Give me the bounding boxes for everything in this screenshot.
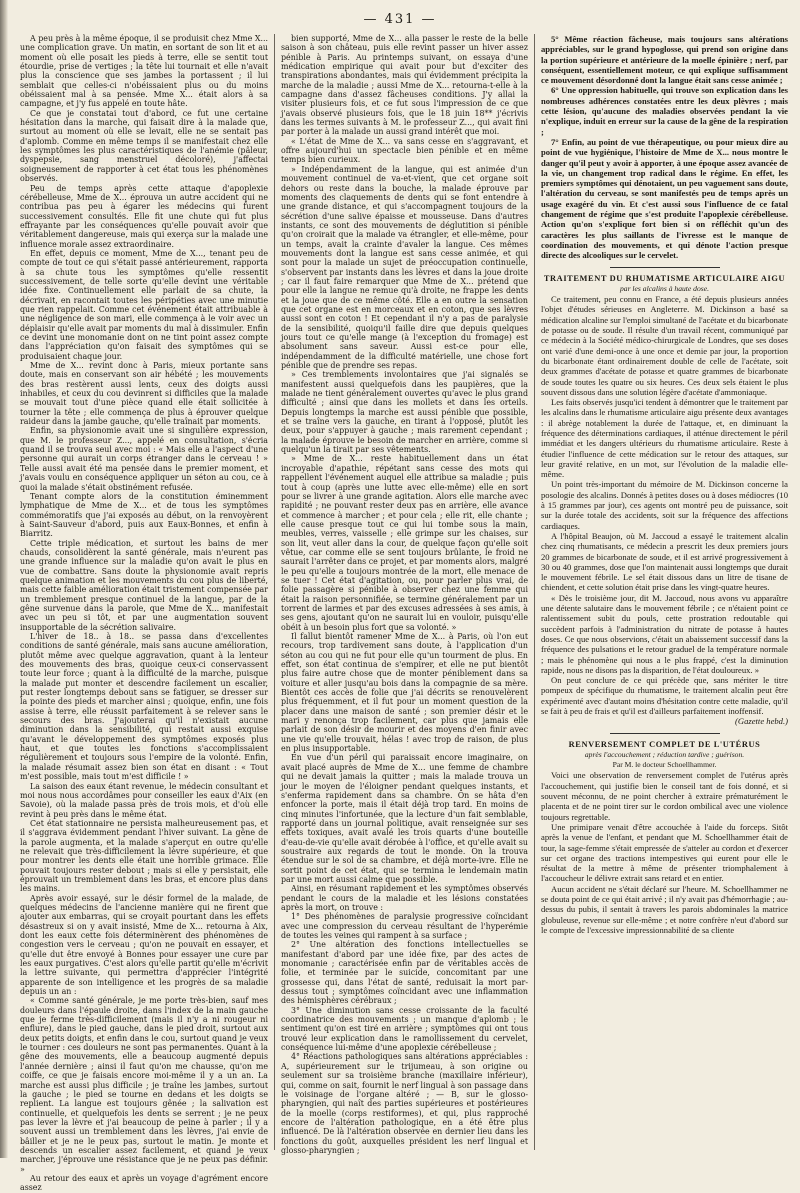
paragraph: Un point très-important du mémoire de M. Dickinson concerne la posologie des alcalins. Donnés à petites doses ou à doses médiocres (10 à 15 grammes par jour), ces agents ont montré peu de puissance, soit sur la durée totale des accidents, soit sur la fréquence des affections cardiaques. [541, 479, 788, 531]
article-author: Par M. le docteur Schoellhammer. [612, 760, 717, 770]
paragraph: La saison des eaux étant revenue, le médecin consultant et moi nous nous accordâmes pour conseiller les eaux d'Aix (en Savoie), où la malade passa près de trois mois, et d'où elle revint à peu près dans le même état. [20, 781, 268, 819]
paragraph: » Ces tremblements involontaires que j'ai signalés se manifestent aussi quelquefois dans les paupières, que la malade ne tient généralement ouvertes qu'avec le plus grand difficulté ; ainsi que dans les mollets et dans les orteils. Depuis longtemps la marche est aussi pénible que possible, et se traîne vers la gauche, en tirant à l'opposé, plutôt les deux, pour s'appuyer à gauche ; mais rarement cependant ; la malade éprouve le besoin de marcher en arrière, comme si quelqu'un la tirait par ses vêtements. [281, 370, 528, 455]
article-subtitle: après l'accouchement ; réduction tardive ; guérison. [584, 749, 745, 759]
paragraph: Les faits observés jusqu'ici tendent à démontrer que le traitement par les alcalins dans le rhumatisme articulaire aigu présente deux avantages : il abrège notablement la durée de l'attaque, et, en diminuant la fréquence des déterminations cardiaques, il atténue directement le péril immédiat et les dangers ultérieurs du rhumatisme articulaire. Reste à étudier l'influence de cette médication sur le retour des attaques, sur leur gravité relative, en un mot, sur l'évolution de la maladie elle-même. [541, 397, 788, 480]
article-body [541, 294, 788, 716]
paragraph: On peut conclure de ce qui précède que, sans mériter le titre pompeux de spécifique du rhumatisme, le traitement alcalin peut être expérimenté avec d'autant moins d'hésitation contre cette maladie, qu'il se fait à peu de frais et qu'il est d'ailleurs parfaitement inoffensif. [541, 675, 788, 716]
column-right [534, 34, 794, 1150]
paragraph: Il fallut bientôt ramener Mme de X... à Paris, où l'on eut recours, trop tardivement sans doute, à l'application d'un séton au cou qui ne fut pour elle qu'un tourment de plus. En effet, son état continua de s'empirer, et elle ne put bientôt plus faire autre chose que de monter péniblement dans sa voiture et aller jusqu'au bois dans la compagnie de sa mère. Bientôt ces accès de folie que j'ai décrits se renouvelèrent plus fréquemment, et il fut pour un moment question de la placer dans une maison de santé ; son premier désir et le mari y renonça trop facilement, car plus que jamais elle parlait de son désir de mourir et des moyens d'en finir avec une vie qu'elle trouvait, hélas ! avec trop de raison, de plus en plus insupportable. [281, 632, 528, 754]
paragraph: 5° Même réaction fâcheuse, mais toujours sans altérations appréciables, sur le grand hypoglosse, qui prend son origine dans la portion supérieure et antérieure de la moelle épinière ; nerf, par conséquent, essentiellement moteur, ce qui explique suffisamment ce mouvement désordonné dont la langue était sans cesse animée ; [541, 34, 788, 86]
paragraph: Cette triple médication, et surtout les bains de mer chauds, consolidèrent la santé générale, mais n'eurent pas une grande influence sur la maladie qu'on avait le plus en vue de combattre. Sans doute la physionomie avait repris quelque animation et les mouvements du cou plus de liberté, mais cette faible amélioration était tristement compensée par un tremblement presque continuel de la langue, par de la gêne survenue dans la parole, que Mme de X... manifestait avec un peu si tôt, et par une augmentation souvent insupportable de la sécrétion salivaire. [20, 538, 268, 632]
article-body [541, 770, 788, 935]
paragraph: Enfin, sa physionomie avait une si singulière expression, que M. le professeur Z..., appelé en consultation, s'écria quand il se trouva seul avec moi : « Mais elle a l'aspect d'une personne qui aurait un corps étranger dans le cerveau ! » Telle aussi avait été ma pensée dans le premier moment, et j'avais voulu en conséquence appliquer un séton au cou, ce à quoi la malade s'était obstinément refusée. [20, 426, 268, 492]
paragraph: Ainsi, en résumant rapidement et les symptômes observés pendant le cours de la maladie et les lésions constatées après la mort, on trouve : [281, 884, 528, 912]
paragraph: « L'état de Mme de X... va sans cesse en s'aggravant, et offre aujourd'hui un spectacle bien pénible et en même temps bien curieux. [281, 136, 528, 165]
section-divider [610, 733, 720, 734]
paragraph: En effet, depuis ce moment, Mme de X..., tenant peu de compte de tout ce qui s'était passé antérieurement, rapporta à sa chute tous les symptômes qu'elle ressentit successivement, de telle sorte qu'elle devint une véritable idée fixe. Continuellement elle parlait de sa chute, la décrivait, en racontait toutes les péripéties avec une minutie que rien rappelait. Comme cet événement était attribuable à une négligence de son mari, elle commença à le voir avec un déplaisir qu'elle avait par moments du mal à dissimuler. Enfin ce devint une monomanie dont on ne tint point assez compte dans l'appréciation qu'on faisait des symptômes qui se produisaient chaque jour. [20, 248, 269, 361]
article-uterus [541, 740, 788, 936]
article-subtitle: par les alcalins à haute dose. [619, 283, 709, 293]
paragraph: » Indépendamment de la langue, qui est animée d'un mouvement continuel de va-et-vient, que cet organe soit dehors ou reste dans la bouche, la malade éprouve par moments des claquements de dents qui se font entendre à une grande distance, et qui s'accompagnent toujours de la sécrétion d'une salive épaisse et mousseuse. Dans d'autres instants, ce sont des mouvements de déglutition si pénible qu'on croirait que la malade va étrangler, et elle-même, pour un temps, avait la crainte d'avaler la langue. Ces mêmes mouvements dont la langue est sans cesse animée, et qui sont pour la malade un sujet de préoccupation continuelle, s'observent par instants dans les lèvres et dans la joue droite ; car il faut faire remarquer que Mme de X... prétend que pour elle la langue ne remue qu'à droite, ne frappe les dents et la joue que de ce même côté. Elle a en outre la sensation que cet organe est en morceaux et en coton, que ses lèvres aussi sont en coton ! Et cependant il n'y a pas de paralysie de la sensibilité, quoiqu'il faille dire que depuis quelques jours tout ce qu'elle mange (à l'exception du fromage) est absolument sans saveur. Aussi est-ce pour elle, indépendamment de la difficulté matérielle, une chose fort pénible que de prendre ses repas. [281, 164, 528, 371]
article-title: TRAITEMENT DU RHUMATISME ARTICULAIRE AIGU [543, 273, 786, 283]
paragraph: Cet état stationnaire ne persista malheureusement pas, et il s'aggrava évidemment pendant l'hiver suivant. La gêne de la parole augmenta, et la malade s'aperçut en outre qu'elle ne relevait que très-difficilement la lèvre supérieure, et que pour montrer les dents elle était une horrible grimace. Elle pouvait toujours rester debout ; mais si elle y persistait, elle éprouvait un tremblement dans les bras, et encore plus dans les mains. [20, 818, 268, 894]
paragraph: bien supporté, Mme de X... alla passer le reste de la belle saison à son château, puis elle revint passer un hiver assez pénible à Paris. Au printemps suivant, on essaya d'une médication empirique qui avait pour but d'exciter des transpirations abondantes, mais qui évidemment précipita la marche de la maladie ; aussi Mme de X... retourna-t-elle à la campagne dans d'assez fâcheuses conditions. J'y allai la visiter plusieurs fois, et ce fut sous l'impression de ce que j'avais observé plusieurs fois, que le 18 juin 18** j'écrivis dans les termes suivants à M. le professeur Z..., qui avait fini par porter à la malade un aussi grand intérêt que moi. [281, 34, 528, 137]
column-left [14, 34, 274, 1193]
paragraph: 4° Réactions pathologiques sans altérations appréciables : A, supérieurement sur le trijumeau, à son origine ou seulement sur sa troisième branche (maxillaire inférieur), qui, comme on sait, fournit le nerf lingual à son passage dans le voisinage de l'organe altéré ; — B, sur le glosso-pharyngien, qui naît des parties supérieures et postérieures de la moelle (corps restiformes), et qui, plus rapproché encore de l'altération pathologique, en a été être plus influencé. De là l'altération observée en dernier lieu dans les fonctions du goût, auxquelles président les nerf lingual et glosso-pharyngien ; [281, 1052, 528, 1155]
numbered-conclusions [541, 34, 788, 261]
paragraph: Tenant compte alors de la constitution éminemment lymphatique de Mme de X... et de tous les symptômes commémoratifs que j'ai exposés au début, on la renvoyèrent à Saint-Sauveur d'abord, puis aux Eaux-Bonnes, et enfin à Biarritz. [20, 491, 268, 539]
paragraph: En vue d'un péril qui paraissait encore imaginaire, on avait placé auprès de Mme de X... une femme de chambre qui ne devait jamais la quitter ; mais la malade trouva un jour le moyen de l'éloigner pendant quelques instants, et s'enferma rapidement dans sa chambre. On se hâta d'en enfoncer la porte, mais il était déjà trop tard. En moins de cinq minutes l'infortunée, que la lecture d'un fait semblable, rapporté dans un journal politique, avait renseignée sur ses effets toxiques, avait avalé les trois quarts d'une bouteille d'eau-de-vie qu'elle avait dérobée à l'office, et qu'elle avait su soustraire aux regards de tout le monde. On la trouva étendue sur le sol de sa chambre, et déjà morte-ivre. Elle ne sortit point de cet état, qui se termina le lendemain matin par une mort aussi calme que possible. [281, 753, 528, 884]
book-binding-shadow [0, 0, 8, 1158]
paragraph: Ce traitement, peu connu en France, a été depuis plusieurs années l'objet d'études sérieuses en Angleterre. M. Dickinson a basé sa médication alcaline sur l'emploi simultané de l'acétate et du bicarbonate de potasse ou de soude. Il résulte d'un travail récent, communiqué par ce médecin à la Société médico-chirurgicale de Londres, que ses doses ont varié d'une demi-once à une once et demie par jour, la proportion du bicarbonate étant ordinairement double de celle de l'acétate, soit deux grammes d'acétate de potasse et quatre grammes de bicarbonate de soude toutes les quatre ou six heures. Ces deux sels étaient le plus souvent dissous dans une solution légère d'acétate d'ammoniaque. [541, 294, 788, 397]
paragraph: Aucun accident ne s'était déclaré sur l'heure. M. Schoellhammer ne se douta point de ce qui était arrivé ; il n'y avait pas d'hémorrhagie ; au-dessus du pubis, il sentait à travers les parois abdominales la matrice globuleuse, revenue sur elle-même ; et notre confrère n'eut d'abord sur le compte de l'excessive impressionnabilité de sa cliente [541, 883, 788, 935]
paragraph: Ce que je constatai tout d'abord, ce fut une certaine hésitation dans la marche, qui faisait dire à la malade que, surtout au moment où elle se levait, elle ne se sentait pas d'aplomb. Comme en même temps il se manifestait chez elle les symptômes les plus caractéristiques de l'anémie (pâleur, dyspepsie, sang menstruel décoloré), j'affectai soigneusement de rapporter à cet état tous les phénomènes observés. [20, 108, 268, 184]
paragraph: L'hiver de 18.. à 18.. se passa dans d'excellentes conditions de santé générale, mais sans aucune amélioration, plutôt même avec quelque aggravation, quant à la lenteur des mouvements des bras, quoique ceux-ci conservassent toute leur force ; quant à la difficulté de la marche, puisque la malade put monter et descendre facilement un escalier, put rester longtemps debout sans se fatiguer, se dresser sur la pointe des pieds et marcher ainsi ; quoique, enfin, une fois assise à terre, elle réussit parfaitement à se relever sans le secours des bras. J'ajouterai qu'il n'existait aucune diminution dans la sensibilité, qui restait aussi exquise qu'avant le développement des symptômes exposés plus haut, et que toutes les fonctions s'accomplissaient régulièrement et toujours sous l'empire de la volonté. Enfin, la malade résumait assez bien son état en disant : « Tout m'est possible, mais tout m'est difficile ! » [20, 632, 268, 782]
paragraph: Après avoir essayé, sur le désir formel de la malade, de quelques médecins de l'ancienne manière qui ne firent que ajouter aux embarras, qui se croyait pourtant dans les effets désastreux si on y avait insisté, Mme de X... retourna à Aix, dont les eaux cette fois déterminèrent des phénomènes de congestion vers le cerveau ; qu'on ne pouvait en essayer, et qu'elle dut être envoyé à Bonnes pour essayer une cure par les eaux purgatives. C'est alors qu'elle partit qu'elle m'écrivit la lettre suivante, qui permettra d'apprécier l'intégrité apparente de son intelligence et les progrès de sa maladie depuis un an : [20, 893, 268, 997]
page-number: — 431 — [363, 12, 437, 27]
section-divider [610, 267, 720, 268]
paragraph: 6° Une oppression habituelle, qui trouve son explication dans les nombreuses adhérences constatées entre les deux plèvres ; mais cette lésion, qu'aucune des maladies observées pendant la vie n'explique, induit en erreur sur la cause de la gêne de la respiration ; [541, 85, 788, 137]
paragraph: Voici une observation de renversement complet de l'utérus après l'accouchement, qui justifie bien le conseil tant de fois donné, et si souvent méconnu, de ne point chercher à extraire prématurément le placenta et de ne point tirer sur le cordon ombilical avec une violence toujours regrettable. [541, 770, 788, 822]
paragraph: Au retour des eaux et après un voyage d'agrément encore assez [20, 1173, 268, 1193]
paragraph: 1° Des phénomènes de paralysie progressive coïncidant avec une compression du cerveau résultant de l'hyperémie de toutes les veines qui rampent à sa surface ; [281, 912, 528, 940]
paragraph: « Comme santé générale, je me porte très-bien, sauf mes douleurs dans l'épaule droite, dans l'index de la main gauche que je ferme très-difficilement (mais il n'y a ni rougeur ni enflure), dans le pied gauche, dans le pied droit, surtout aux deux petits doigts, et enfin dans le cou, surtout quand je veux le tourner : ces douleurs ne sont pas permanentes. Quant à la gêne des mouvements, elle a beaucoup augmenté depuis l'année dernière ; ainsi il faut qu'on me chausse, qu'on me coiffe, ce que je faisais encore moi-même il y a un an. La marche est aussi plus difficile ; je traîne les jambes, surtout la gauche ; le pied se tourne en dedans et les doigts se replient. La langue est toujours gênée ; la salivation est continuelle, et quelquefois les dents se serrent ; je ne peux pas lever la lèvre et j'ai beaucoup de peine à parler ; il y a souvent aussi un tremblement dans les lèvres, j'ai envie de bâiller et je ne le peux pas, surtout le matin. Je monte et descends un escalier assez facilement, et quand je veux marcher, j'éprouve une résistance que je ne peux pas définir. » [20, 996, 268, 1174]
paragraph: 3° Une diminution sans cesse croissante de la faculté coordinatrice des mouvements ; un manque d'aplomb ; le sentiment qu'on est tiré en arrière ; symptômes qui ont tous trouvé leur explication dans le ramollissement du cervelet, conséquence lui-même d'une apoplexie cérébelleuse ; [281, 1005, 528, 1053]
paragraph: Mme de X... revint donc à Paris, mieux portante sans doute, mais en conservant son air hébété ; les mouvements des bras restèrent aussi lents, ceux des doigts aussi inhabiles, et ceux du cou devinrent si difficiles que la malade se mouvait tout d'une pièce quand elle était sollicitée à tourner la tête ; elle commença de plus à éprouver quelque raideur dans la jambe gauche, qu'elle traînait par moments. [20, 361, 268, 427]
paragraph: 2° Une altération des fonctions intellectuelles se manifestant d'abord par une idée fixe, par des actes de monomanie ; caractérisée enfin par de véritables accès de folie, et terminée par le suicide, concomitant par une grossesse qui, dans l'état de santé, reduisait la mort par-dessus tout ; symptômes coïncidant avec une inflammation des hémisphères cérébraux ; [281, 940, 528, 1006]
column-middle [274, 34, 534, 1155]
paragraph: 7° Enfin, au point de vue thérapeutique, ou pour mieux dire au point de vue hygiénique, l'histoire de Mme de X... nous montre le danger qu'il peut y avoir à apporter, à une époque assez avancée de la vie, un changement trop radical dans le régime. En effet, les premiers symptômes qui dénotaient, un peu vaguement sans doute, l'altération du cerveau, se sont manifestés peu de temps après un usage exagéré du vin. Et c'est aussi sous l'influence de ce fatal changement de régime que s'est produite l'apoplexie cérébelleuse. Action qu'on s'explique fort bien si on réfléchit qu'un des caractères les plus saillants de l'ivresse est le manque de coordination des mouvements, et qui dénote l'action presque directe des alcooliques sur le cervelet. [541, 136, 788, 261]
paragraph: Peu de temps après cette attaque d'apoplexie cérébelleuse, Mme de X... éprouva un autre accident qui ne contribua pas peu à égarer les médecins qui furent successivement consultés. Elle fit une chute qui fut plus effrayante par les conséquences qu'elle pouvait avoir que véritablement dangereuse, mais qui exerça sur la malade une influence morale assez extraordinaire. [20, 183, 268, 249]
text-columns [14, 34, 794, 1193]
paragraph: A peu près à la même époque, il se produisit chez Mme X... une complication grave. Un matin, en sortant de son lit et au moment où elle posait les pieds à terre, elle se sentit tout étourdie, prise de vertiges ; la tête lui tournait et elle n'avait plus la conscience que ses jambes la portassent ; il lui semblait que celles-ci n'obéissaient plus ou du moins obéissaient mal à sa pensée. Mme X... était alors à sa campagne, et j'y fus appelé en toute hâte. [20, 34, 268, 109]
paragraph: « Dès le troisième jour, dit M. Jaccoud, nous avons vu apparaître une détente salutaire dans le mouvement fébrile ; ce n'étaient point ce ralentissement subit du pouls, cette prostration redoutable qui succèdent parfois à l'administration du nitrate de potasse à hautes doses. Ce que nous observions, c'était un abaissement successif dans la fréquence des pulsations et le retour graduel de la température normale ; mais le phénomène qui nous a le plus frappé, c'est la diminution rapide, nous ne disons pas la disparition, de l'état douloureux. » [541, 592, 788, 675]
paragraph: Une primipare venait d'être accouchée à l'aide du forceps. Sitôt après la venue de l'enfant, et pendant que M. Schoellhammer était de tour, la sage-femme s'était empressée de s'atteler au cordon et d'exercer sur cet organe des tractions intempestives qui eurent pour elle le résultat de la mettre à même de présenter triomphalement à l'accoucheur le délivre extrait sans retard et en entier. [541, 821, 788, 884]
article-source: (Gazette hebd.) [735, 716, 788, 727]
paragraph: » Mme de X... reste habituellement dans un état incroyable d'apathie, répétant sans cesse des mots qui rappellent l'événement auquel elle attribue sa maladie ; puis tout à coup (après une lutte avec elle-même) elle en sort pour se livrer à une grande agitation. Alors elle marche avec rapidité ; ne pouvant rester deux pas en arrière, elle avance et commence à marcher ; et pour cela ; elle rit, elle chante ; elle cause presque tout ce qui lui tombe sous la main, meubles, verres, vaisselle ; elle grimpe sur les chaises, sur son lit, veut aller dans la cour, de quelque façon qu'elle soit vêtue, car comme elle se sent toujours brûlante, le froid ne saurait l'arrêter dans ce projet, et par moments alors, malgré le peu qu'elle a toujours montrée de la mort, elle menace de se tuer ! Cet état d'agitation, ou, pour parler plus vrai, de folie passagère si pénible à observer chez une femme qui était la raison personnifiée, se termine généralement par un torrent de larmes et par des excuses adressées à ses amis, à ses gens, ajoutant qu'on ne saurait lui en vouloir, puisqu'elle obéit à un besoin plus fort que sa volonté. » [281, 454, 528, 632]
paragraph: A l'hôpital Beaujon, où M. Jaccoud a essayé le traitement alcalin chez cinq rhumatisants, ce médecin a prescrit les deux premiers jours 20 grammes de bicarbonate de soude, et il est arrivé progressivement à 30 ou 40 grammes, dose que l'on maintenait aussi longtemps que durait le mouvement fébrile. Le sel était dissous dans un litre de tisane de chiendent, et cette solution était prise dans les vingt-quatre heures. [541, 530, 788, 593]
article-title: RENVERSEMENT COMPLET DE L'UTÉRUS [568, 739, 761, 749]
article-rheumatism [541, 274, 788, 727]
